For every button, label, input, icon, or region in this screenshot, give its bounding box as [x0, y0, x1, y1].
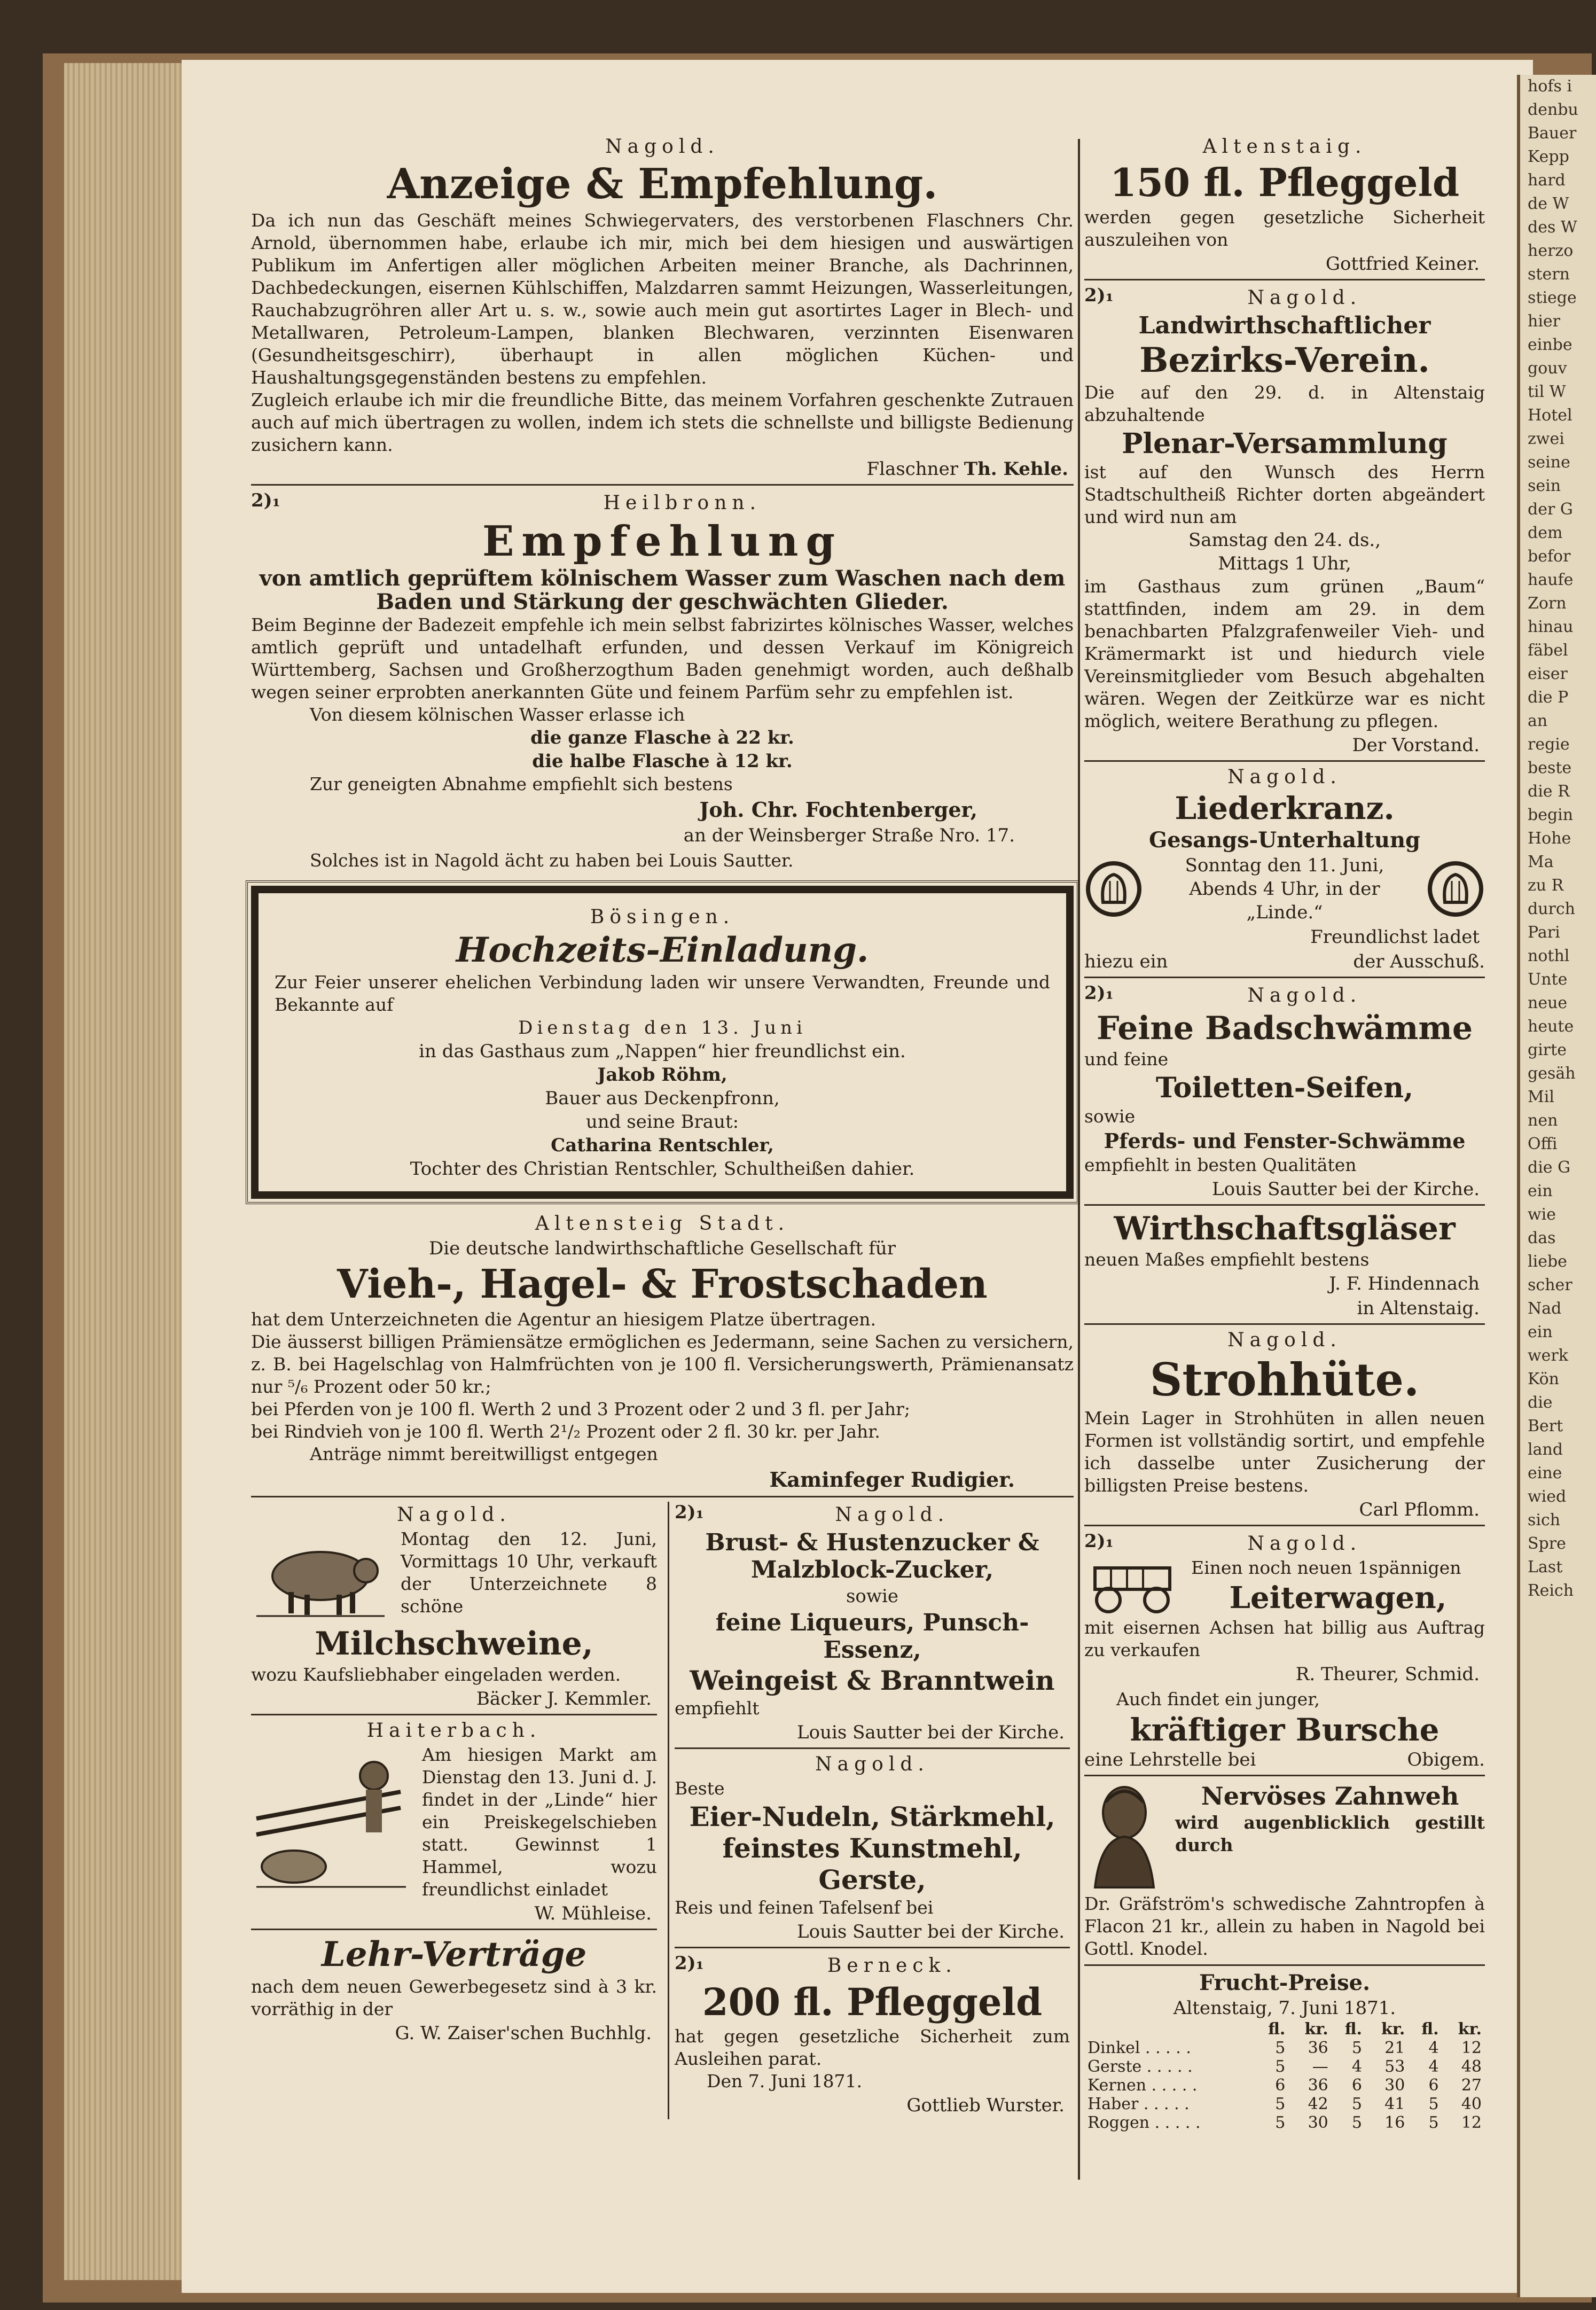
ad-toothache: [1084, 1781, 1485, 1960]
next-page-line: stern: [1528, 265, 1570, 284]
grain-name: Kernen . . . . .: [1088, 2076, 1198, 2095]
ad-text: Beim Beginne der Badezeit empfehle ich mein selbst fabrizirtes kölnisches Wasser, welches amtlich geprüft und untadelhaft erfunden, und dessen Verkauf im Königreich Württemberg, Sachsen und Großherzogthum Baden genehmigt worden, auch deßhalb wegen seiner erprobten anerkannten Güte und feinem Parfüm sehr zu empfehlen ist.: [251, 614, 1074, 703]
ad-text: und feine: [1084, 1049, 1169, 1070]
unit-label: fl.: [1344, 2020, 1362, 2039]
ad-title: Hochzeits-Einladung.: [456, 930, 869, 970]
ad-place: Haiterbach.: [366, 1720, 542, 1742]
ad-signature: Carl Pflomm.: [1359, 1499, 1480, 1520]
ad-address: in Altenstaig.: [1357, 1298, 1480, 1319]
next-page-line: an: [1528, 712, 1548, 730]
price-line: die ganze Flasche à 22 kr.: [530, 727, 794, 748]
divider: [1084, 760, 1485, 762]
groom-origin: Bauer aus Deckenpfronn,: [545, 1088, 780, 1109]
ad-contracts: [251, 1934, 657, 2044]
ad-kehle: [251, 136, 1074, 480]
price-value: 16: [1384, 2113, 1405, 2132]
right-column: [1084, 134, 1485, 2132]
ad-place: Nagold.: [1247, 287, 1362, 309]
ad-text: Einen noch neuen 1spännigen: [1191, 1557, 1461, 1578]
ad-place: Nagold.: [1247, 985, 1362, 1006]
price-row: [1084, 2095, 1485, 2113]
ad-text: bei Pferden von je 100 fl. Werth 2 und 3 Prozent oder 2 und 3 fl. per Jahr;: [251, 1399, 911, 1419]
ad-loan-altensteig: [1084, 136, 1485, 275]
prices-title: Frucht-Preise.: [1199, 1970, 1371, 1995]
ad-signature: Gottlieb Wurster.: [906, 2095, 1065, 2116]
ad-title: 150 fl. Pfleggeld: [1109, 160, 1460, 205]
price-value: 40: [1461, 2095, 1482, 2113]
ad-text: Die äusserst billigen Prämiensätze ermöglichen es Jedermann, seine Sachen zu versichern, z. B. bei Hagelschlag von Halmfrüchten von je 100 fl. Versicherungswerth, Prämienansatz nur ⁵/₆ Prozent oder 50 kr.;: [251, 1331, 1074, 1397]
next-page-line: ein: [1528, 1182, 1553, 1200]
ad-title: Nervöses Zahnweh: [1201, 1782, 1459, 1810]
ad-title: Eier-Nudeln, Stärkmehl, feinstes Kunstmehl, Gerste,: [689, 1801, 1055, 1895]
ad-sponges: [1084, 982, 1485, 1200]
divider: [1084, 1323, 1485, 1325]
ad-signature: Flaschner Th. Kehle.: [866, 458, 1068, 480]
ad-signature: Louis Sautter bei der Kirche.: [797, 1921, 1065, 1942]
ad-title: Weingeist & Branntwein: [690, 1665, 1055, 1696]
next-page-line: Bauer: [1528, 124, 1577, 143]
ad-text: empfiehlt: [675, 1698, 760, 1719]
ad-place: Berneck.: [827, 1955, 957, 1977]
price-value: —: [1312, 2057, 1328, 2076]
ad-signature: Gottfried Keiner.: [1325, 253, 1480, 275]
ad-pigs: [251, 1504, 657, 1710]
ad-signature: Bäcker J. Kemmler.: [476, 1688, 652, 1710]
ad-text: Montag den 12. Juni, Vormittags 10 Uhr, verkauft der Unterzeichnete 8 schöne: [401, 1528, 657, 1617]
ad-title: Strohhüte.: [1149, 1353, 1420, 1406]
next-page-line: ein: [1528, 1323, 1553, 1341]
price-value: 36: [1308, 2076, 1328, 2095]
next-page-line: hard: [1528, 171, 1566, 190]
next-page-line: Nad: [1528, 1299, 1562, 1318]
price-value: 5: [1351, 2039, 1362, 2057]
ad-signature: Louis Sautter bei der Kirche.: [1212, 1179, 1480, 1200]
ad-place: Nagold.: [835, 1504, 950, 1526]
price-value: 48: [1461, 2057, 1482, 2076]
price-value: 6: [1275, 2076, 1286, 2095]
column-divider: [1078, 139, 1080, 2180]
prices-units-row: [1084, 2020, 1485, 2039]
price-value: 5: [1351, 2095, 1362, 2113]
next-page-line: die G: [1528, 1158, 1571, 1177]
ad-title: Leiterwagen,: [1229, 1580, 1447, 1616]
next-page-line: stiege: [1528, 288, 1577, 307]
ad-title: Toiletten-Seifen,: [1155, 1072, 1414, 1104]
next-page-line: zu R: [1528, 876, 1564, 895]
price-value: 41: [1384, 2095, 1405, 2113]
next-page-line: der G: [1528, 500, 1573, 519]
ad-mark: 2)₁: [675, 1953, 704, 1974]
price-value: 53: [1384, 2057, 1405, 2076]
price-row: [1084, 2039, 1485, 2057]
bride-origin: Tochter des Christian Rentschler, Schultheißen dahier.: [410, 1158, 915, 1180]
grain-name: Haber . . . . .: [1088, 2095, 1190, 2113]
next-page-line: girte: [1528, 1041, 1567, 1059]
next-page-line: eine: [1528, 1464, 1562, 1482]
price-line: die halbe Flasche à 12 kr.: [532, 751, 793, 772]
wagon-illustration-icon: [1084, 1557, 1180, 1616]
next-page-line: hofs i: [1528, 77, 1572, 96]
next-page-line: begin: [1528, 806, 1574, 824]
grain-name: Dinkel . . . . .: [1088, 2039, 1191, 2057]
ad-title: Milchschweine,: [315, 1625, 593, 1663]
ad-signature: W. Mühleise.: [534, 1903, 652, 1924]
lyre-wreath-icon: [1426, 860, 1485, 918]
ad-koelnisch-wasser: [251, 490, 1074, 872]
ad-title: Lehr-Verträge: [321, 1934, 587, 1975]
next-page-line: dem: [1528, 524, 1563, 542]
ad-insurance: [251, 1213, 1074, 1492]
ad-text: sowie: [846, 1586, 898, 1607]
ad-signature: der Ausschuß.: [1353, 951, 1485, 972]
ad-title: Wirthschaftsgläser: [1114, 1210, 1456, 1247]
price-value: 6: [1351, 2076, 1362, 2095]
next-page-line: werk: [1528, 1346, 1568, 1365]
ad-glasses: [1084, 1210, 1485, 1319]
price-value: 36: [1308, 2039, 1328, 2057]
price-value: 5: [1275, 2095, 1286, 2113]
wedding-date: Dienstag den 13. Juni: [518, 1017, 807, 1039]
bowling-illustration-icon: [251, 1744, 411, 1893]
next-page-line: wied: [1528, 1487, 1567, 1506]
next-page-line: einbe: [1528, 335, 1572, 354]
next-page-line: eiser: [1528, 665, 1568, 683]
ad-place: Nagold.: [397, 1504, 511, 1526]
ad-place: Altenstaig.: [1202, 136, 1367, 158]
next-page-line: regie: [1528, 735, 1570, 754]
divider: [251, 1929, 657, 1930]
left-column: [251, 134, 1074, 2119]
ad-text: Die deutsche landwirthschaftliche Gesellschaft für: [429, 1238, 896, 1259]
ad-title: Feine Badschwämme: [1096, 1010, 1473, 1047]
ad-text: Da ich nun das Geschäft meines Schwiegervaters, des verstorbenen Flaschners Chr. Arnold, übernommen habe, erlaube ich mir, mich bei dem hiesigen und auswärtigen Publikum im Anfertigen aller möglichen Arbeiten meiner Branche, als Dachrinnen, Dachbedeckungen, eisernen Kühlschiffen, Malzdarren sammt Heizungen, Wasserleitungen, Rauchabzugröhren aller Art u. s. w., sowie auch mein gut asortirtes Lager in Blech- und Metallwaren, Petroleum-Lampen, blanken Blechwaren, verzinnten Eisenwaren (Gesundheitsgeschirr), überhaupt in allen möglichen Küchen- und Haushaltungsgegenständen bestens zu empfehlen.: [251, 210, 1074, 388]
ad-sweets: [675, 1502, 1070, 1743]
wedding-invitation-box: [251, 886, 1074, 1199]
next-page-line: Spre: [1528, 1534, 1566, 1553]
ad-signature: Kaminfeger Rudigier.: [769, 1468, 1015, 1492]
ad-title: Plenar-Versammlung: [1122, 427, 1448, 460]
ad-place: Nagold.: [815, 1753, 929, 1775]
ad-place: Heilbronn.: [603, 492, 762, 514]
bottom-left-ads: [251, 1502, 657, 2119]
next-page-line: sich: [1528, 1511, 1561, 1529]
woman-portrait-icon: [1084, 1781, 1164, 1893]
next-page-line: neue: [1528, 994, 1568, 1012]
next-page-line: sein: [1528, 477, 1561, 495]
next-page-line: liebe: [1528, 1252, 1567, 1271]
ad-text: im Gasthaus zum grünen „Baum“ stattfinden, indem am 29. in dem benachbarten Pfalzgrafenweiler Vieh- und Krämermarkt ist und hiedurch viele Vereinsmitglieder vom Besuch abgehalten wären. Wegen der Zeitkürze war es nicht möglich, weitere Berathung zu pflegen.: [1084, 576, 1485, 731]
page-edges: [64, 63, 192, 2280]
next-page-line: land: [1528, 1440, 1563, 1459]
next-page-line: Kepp: [1528, 147, 1569, 166]
price-value: 30: [1308, 2113, 1328, 2132]
ad-text: wird augenblicklich gestillt durch: [1175, 1812, 1485, 1855]
next-page-line: durch: [1528, 900, 1575, 918]
ad-bowling: [251, 1720, 657, 1924]
ad-text: Beste: [675, 1778, 725, 1799]
next-page-line: nothl: [1528, 947, 1570, 965]
ad-text: hiezu ein: [1084, 951, 1168, 972]
next-page-line: Reich: [1528, 1581, 1574, 1600]
ad-text: sowie: [1084, 1106, 1136, 1127]
ad-place: Altensteig Stadt.: [535, 1213, 790, 1235]
ad-subtitle: von amtlich geprüftem kölnischem Wasser zum Waschen nach dem Baden und Stärkung der geschwächten Glieder.: [259, 566, 1066, 614]
lyre-wreath-icon: [1084, 860, 1143, 918]
ad-text: Zur geneigten Abnahme empfiehlt sich bestens: [310, 774, 733, 794]
next-page-line: haufe: [1528, 571, 1574, 589]
next-page-line: Ma: [1528, 853, 1554, 871]
next-page-line: scher: [1528, 1276, 1572, 1294]
ad-date: Den 7. Juni 1871.: [707, 2071, 862, 2092]
grain-name: Roggen . . . . .: [1088, 2113, 1201, 2132]
next-page-line: heute: [1528, 1017, 1574, 1036]
ad-mark: 2)₁: [251, 490, 280, 511]
ad-text: Mein Lager in Strohhüten in allen neuen Formen ist vollständig sortirt, und empfehle ich dasselbe unter Zusicherung der billigsten Preise bestens.: [1084, 1408, 1485, 1496]
price-row: [1084, 2057, 1485, 2076]
next-page-line: Hohe: [1528, 829, 1571, 848]
ad-text: Zur Feier unserer ehelichen Verbindung laden wir unsere Verwandten, Freunde und Bekannte auf: [275, 972, 1050, 1015]
prices-table: [1084, 2020, 1485, 2132]
next-page-line: herzo: [1528, 241, 1574, 260]
meeting-time: Mittags 1 Uhr,: [1218, 553, 1351, 574]
ad-text: hat gegen gesetzliche Sicherheit zum Ausleihen parat.: [675, 2026, 1070, 2069]
ad-place: Nagold.: [1227, 766, 1342, 788]
ad-title: Empfehlung: [482, 517, 842, 566]
ad-text: werden gegen gesetzliche Sicherheit auszuleihen von: [1084, 207, 1485, 250]
price-value: 5: [1428, 2095, 1439, 2113]
ad-noodles: [675, 1753, 1070, 1942]
next-page-line: Bert: [1528, 1417, 1563, 1435]
ad-title: Anzeige & Empfehlung.: [387, 160, 938, 208]
ad-signature: J. F. Hindennach: [1329, 1273, 1480, 1294]
ad-place: Nagold.: [1247, 1533, 1362, 1555]
ad-text: Freundlichst ladet: [1310, 926, 1480, 948]
next-page-line: gouv: [1528, 359, 1567, 378]
next-page-line: die P: [1528, 688, 1569, 707]
ad-title: feine Liqueurs, Punsch-Essenz,: [715, 1609, 1029, 1664]
ad-text: und seine Braut:: [585, 1111, 739, 1133]
ad-title: Brust- & Hustenzucker & Malzblock-Zucker,: [705, 1529, 1039, 1583]
ad-place: Bösingen.: [590, 906, 735, 928]
bottom-ads-row: [251, 1502, 1074, 2119]
ad-loan-berneck: [675, 1953, 1070, 2116]
price-value: 30: [1384, 2076, 1405, 2095]
ad-signature: R. Theurer, Schmid.: [1295, 1664, 1480, 1685]
next-page-line: de W: [1528, 194, 1569, 213]
next-page-line: Pari: [1528, 923, 1560, 942]
next-page-line: das: [1528, 1229, 1556, 1247]
ad-text: Reis und feinen Tafelsenf bei: [675, 1897, 934, 1918]
unit-label: fl.: [1421, 2020, 1439, 2039]
ad-text: Solches ist in Nagold ächt zu haben bei Louis Sautter.: [310, 850, 794, 871]
price-value: 6: [1428, 2076, 1439, 2095]
ad-text: eine Lehrstelle bei: [1084, 1749, 1256, 1770]
price-value: 21: [1384, 2039, 1405, 2057]
next-page-line: hier: [1528, 312, 1561, 331]
ad-title: 200 fl. Pfleggeld: [702, 1980, 1043, 2024]
groom-name: Jakob Röhm,: [597, 1064, 727, 1086]
price-value: 5: [1428, 2113, 1439, 2132]
divider: [1084, 977, 1485, 978]
divider: [1084, 1204, 1485, 1206]
ad-text: neuen Maßes empfiehlt bestens: [1084, 1249, 1370, 1270]
ad-address: an der Weinsberger Straße Nro. 17.: [683, 825, 1015, 846]
ad-place: Nagold.: [605, 136, 719, 158]
ad-signature: G. W. Zaiser'schen Buchhlg.: [395, 2023, 652, 2044]
ad-title: Pferds- und Fenster-Schwämme: [1104, 1129, 1466, 1153]
next-page-line: beste: [1528, 759, 1572, 777]
price-value: 27: [1461, 2076, 1482, 2095]
ad-text: Am hiesigen Markt am Dienstag den 13. Juni d. J. findet in der „Linde“ hier ein Preiskegelschieben statt. Gewinnst 1 Hammel, wozu freundlichst einladet: [422, 1744, 657, 1900]
ad-text: nach dem neuen Gewerbegesetz sind à 3 kr. vorräthig in der: [251, 1976, 657, 2019]
divider: [1084, 1525, 1485, 1526]
ad-title: Vieh-, Hagel- & Frostschaden: [337, 1261, 988, 1307]
ad-text: bei Rindvieh von je 100 fl. Werth 2¹/₂ Prozent oder 2 fl. 30 kr. per Jahr.: [251, 1421, 880, 1442]
ad-subtitle: Landwirthschaftlicher: [1138, 312, 1431, 339]
next-page-line: til W: [1528, 383, 1566, 401]
prices-subtitle: Altenstaig, 7. Juni 1871.: [1173, 1997, 1396, 2019]
ad-wagon: [1084, 1531, 1485, 1770]
next-page-line: Kön: [1528, 1370, 1559, 1388]
divider: [251, 1496, 1074, 1497]
divider: [675, 1947, 1070, 1948]
price-value: 4: [1428, 2057, 1439, 2076]
ad-straw-hats: [1084, 1329, 1485, 1520]
ad-text: Von diesem kölnischen Wasser erlasse ich: [310, 704, 685, 725]
ad-signature: Der Vorstand.: [1352, 735, 1480, 756]
divider: [1084, 279, 1485, 280]
ad-signature: Obigem.: [1407, 1749, 1485, 1770]
ad-text: Zugleich erlaube ich mir die freundliche Bitte, das meinem Vorfahren geschenkte Zutrauen auch auf mich übertragen zu wollen, indem ich stets die schnellste und billigste Bedienung zusichern kann.: [251, 389, 1074, 455]
ad-mark: 2)₁: [1084, 285, 1114, 306]
next-page-line: denbu: [1528, 100, 1578, 119]
pig-illustration-icon: [251, 1528, 390, 1624]
next-page-line: hinau: [1528, 618, 1574, 636]
divider: [675, 1747, 1070, 1749]
price-value: 4: [1351, 2057, 1362, 2076]
ad-text: Auch findet ein junger,: [1116, 1689, 1320, 1710]
ad-text: hat dem Unterzeichneten die Agentur an hiesigem Platze übertragen.: [251, 1309, 877, 1330]
ad-text: Die auf den 29. d. in Altenstaig abzuhaltende: [1084, 382, 1485, 425]
next-page-fragment: [1517, 75, 1596, 2297]
ad-text: Sonntag den 11. Juni, Abends 4 Uhr, in der „Linde.“: [1185, 855, 1384, 923]
next-page-line: Last: [1528, 1558, 1563, 1577]
ad-text: Anträge nimmt bereitwilligst entgegen: [310, 1443, 658, 1464]
price-value: 12: [1461, 2113, 1482, 2132]
grain-name: Gerste . . . . .: [1088, 2057, 1193, 2076]
next-page-line: wie: [1528, 1205, 1556, 1224]
ad-liederkranz: [1084, 766, 1485, 972]
next-page-line: Offi: [1528, 1135, 1558, 1153]
ad-text: Dr. Gräfström's schwedische Zahntropfen à Flacon 21 kr., allein zu haben in Nagold bei Gottl. Knodel.: [1084, 1893, 1485, 1959]
divider: [1084, 1964, 1485, 1966]
bride-name: Catharina Rentschler,: [551, 1135, 774, 1156]
price-value: 4: [1428, 2039, 1439, 2057]
ad-mark: 2)₁: [1084, 1531, 1114, 1552]
next-page-line: die R: [1528, 782, 1570, 801]
next-page-line: Hotel: [1528, 406, 1572, 425]
meeting-date: Samstag den 24. ds.,: [1188, 529, 1381, 551]
ad-text: empfiehlt in besten Qualitäten: [1084, 1154, 1357, 1175]
price-value: 12: [1461, 2039, 1482, 2057]
next-page-line: des W: [1528, 218, 1577, 237]
price-value: 5: [1275, 2039, 1286, 2057]
next-page-line: Mil: [1528, 1088, 1554, 1106]
price-value: 42: [1308, 2095, 1328, 2113]
bottom-middle-ads: [668, 1502, 1070, 2119]
next-page-line: nen: [1528, 1111, 1558, 1130]
ad-title: kräftiger Bursche: [1130, 1712, 1439, 1748]
next-page-line: gesäh: [1528, 1064, 1576, 1083]
ad-text: ist auf den Wunsch des Herrn Stadtschultheiß Richter dorten abgeändert und wird nun am: [1084, 462, 1485, 527]
ad-signature: Louis Sautter bei der Kirche.: [797, 1722, 1065, 1743]
price-value: 5: [1275, 2057, 1286, 2076]
next-page-line: befor: [1528, 547, 1571, 566]
unit-label: fl.: [1268, 2020, 1286, 2039]
divider: [1084, 1775, 1485, 1776]
ad-text: wozu Kaufsliebhaber eingeladen werden.: [251, 1664, 621, 1685]
next-page-line: seine: [1528, 453, 1570, 472]
ad-title: Liederkranz.: [1175, 790, 1395, 826]
ad-signature: Joh. Chr. Fochtenberger,: [699, 798, 977, 822]
next-page-line: Zorn: [1528, 594, 1567, 613]
next-page-line: zwei: [1528, 430, 1564, 448]
ad-text: mit eisernen Achsen hat billig aus Auftrag zu verkaufen: [1084, 1617, 1485, 1660]
ad-mark: 2)₁: [1084, 982, 1114, 1004]
divider: [251, 484, 1074, 486]
unit-label: kr.: [1458, 2020, 1482, 2039]
unit-label: kr.: [1381, 2020, 1405, 2039]
unit-blank: [1084, 2020, 1255, 2039]
unit-label: kr.: [1304, 2020, 1328, 2039]
ad-bezirksverein: [1084, 285, 1485, 756]
divider: [251, 1714, 657, 1715]
next-page-line: Unte: [1528, 970, 1568, 989]
next-page-line: die: [1528, 1393, 1553, 1412]
ad-mark: 2)₁: [675, 1502, 704, 1523]
ad-title: Bezirks-Verein.: [1139, 340, 1430, 380]
price-row: [1084, 2113, 1485, 2132]
price-value: 5: [1275, 2113, 1286, 2132]
grain-prices: [1084, 1970, 1485, 2132]
price-value: 5: [1351, 2113, 1362, 2132]
ad-subtitle: Gesangs-Unterhaltung: [1149, 828, 1420, 853]
price-row: [1084, 2076, 1485, 2095]
ad-place: Nagold.: [1227, 1329, 1342, 1351]
next-page-line: fäbel: [1528, 641, 1568, 660]
ad-text: in das Gasthaus zum „Nappen“ hier freundlichst ein.: [419, 1041, 906, 1062]
